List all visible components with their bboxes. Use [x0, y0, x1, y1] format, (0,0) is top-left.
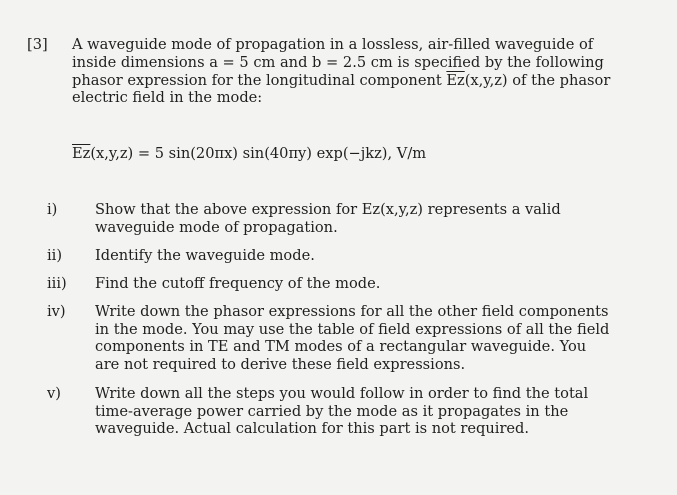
question-intro: [72, 36, 637, 107]
part-marker: i): [47, 201, 58, 218]
part-marker: iii): [47, 275, 67, 292]
equation-expression: (x,y,z) = 5 sin(20πx) sin(40πy) exp(−jkz), V/m: [90, 145, 427, 162]
question-number: [3]: [27, 36, 48, 53]
intro-text-prefix: A waveguide mode of propagation in a lossless, air-filled waveguide of inside dimensions a = 5 cm and b = 2.5 cm is specified by the following phasor expression for the longitudinal component: [72, 36, 604, 89]
part-marker: ii): [47, 247, 63, 264]
part-marker: iv): [47, 303, 66, 320]
part-text: Write down all the steps you would follow in order to find the total time-average power carried by the mode as it propagates in the waveguide. Actual calculation for this part is not required.: [95, 385, 589, 438]
field-equation: [72, 145, 426, 163]
part-text: Identify the waveguide mode.: [95, 247, 315, 264]
equation-field-symbol: $\overline{Ez}$: [72, 145, 91, 162]
intro-field-symbol: $\overline{Ez}$: [446, 71, 465, 89]
intro-field-args: (x,y,z): [464, 71, 508, 89]
part-text: Show that the above expression for Ez(x,y,z) represents a valid waveguide mode of propagation.: [95, 201, 561, 236]
part-marker: v): [47, 385, 61, 402]
part-text: Find the cutoff frequency of the mode.: [95, 275, 381, 292]
part-text: Write down the phasor expressions for all the other field components in the mode. You may use the table of field expressions of all the field components in TE and TM modes of a rectangular waveguide. You are not required to derive these field expressions.: [95, 303, 610, 373]
intro-text-suffix: of the phasor electric field in the mode:: [72, 71, 611, 107]
